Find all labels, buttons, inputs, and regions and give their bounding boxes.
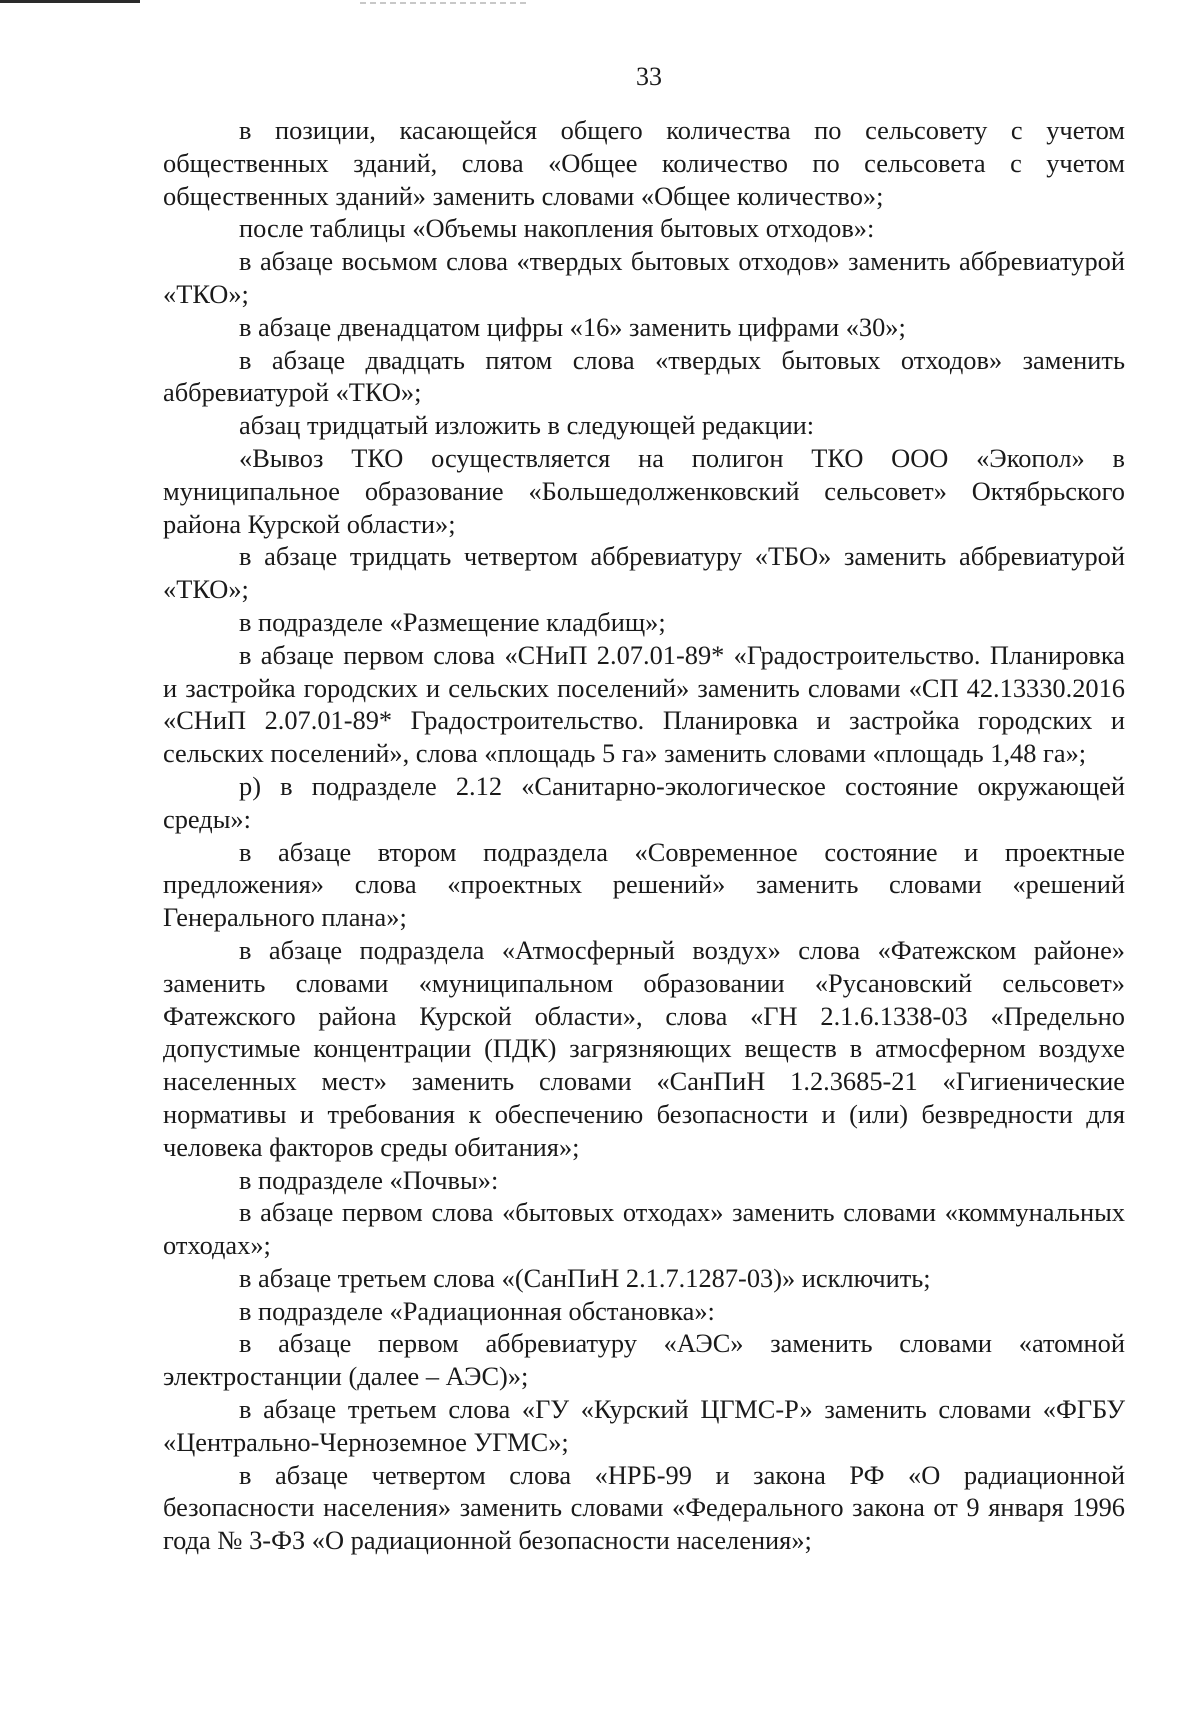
paragraph: в подразделе «Радиационная обстановка»: — [239, 1295, 715, 1326]
document-body — [163, 114, 1125, 1557]
paragraph: в абзаце первом аббревиатуру «АЭС» заменить словами «атомной электростанции (далее – АЭС)»; — [163, 1328, 1125, 1392]
paragraph: в позиции, касающейся общего количества по сельсовету с учетом общественных зданий, слова «Общее количество по сельсовета с учетом общественных зданий» заменить словами «Общее количество»; — [163, 115, 1125, 211]
document-page — [163, 62, 1125, 1557]
paragraph: в абзаце третьем слова «ГУ «Курский ЦГМС-Р» заменить словами «ФГБУ «Центрально-Черноземное УГМС»; — [163, 1394, 1125, 1457]
scan-noise-mark — [360, 2, 530, 4]
paragraph: «Вывоз ТКО осуществляется на полигон ТКО ООО «Экопол» в муниципальное образование «Большедолженковский сельсовет» Октябрьского района Курской области»; — [163, 442, 1125, 539]
paragraph: в абзаце подраздела «Атмосферный воздух» слова «Фатежском районе» заменить словами «муниципальном образовании «Русановский сельсовет» Фатежского района Курской области», слова «ГН 2.1.6.1338-03 «Предельно допустимые концентрации (ПДК) загрязняющих веществ в атмосферном воздухе населенных мест» заменить словами «СанПиН 1.2.3685-21 «Гигиенические нормативы и требования к обеспечению безопасности и (или) безвредности для человека факторов среды обитания»; — [163, 934, 1125, 1162]
paragraph: в абзаце третьем слова «(СанПиН 2.1.7.1287-03)» исключить; — [239, 1262, 931, 1293]
paragraph: в абзаце тридцать четвертом аббревиатуру «ТБО» заменить аббревиатурой «ТКО»; — [163, 541, 1125, 605]
paragraph: абзац тридцатый изложить в следующей редакции: — [239, 410, 815, 441]
paragraph: в абзаце восьмом слова «твердых бытовых отходов» заменить аббревиатурой «ТКО»; — [163, 246, 1125, 309]
paragraph: в подразделе «Размещение кладбищ»; — [239, 606, 666, 637]
paragraph: в абзаце двадцать пятом слова «твердых бытовых отходов» заменить аббревиатурой «ТКО»; — [163, 344, 1125, 408]
page-number: 33 — [636, 62, 662, 91]
paragraph: в абзаце двенадцатом цифры «16» заменить цифрами «30»; — [239, 311, 906, 342]
paragraph: в подразделе «Почвы»: — [239, 1164, 499, 1195]
paragraph: в абзаце втором подраздела «Современное состояние и проектные предложения» слова «проектных решений» заменить словами «решений Генерального плана»; — [163, 836, 1125, 933]
paragraph: в абзаце первом слова «СНиП 2.07.01-89* «Градостроительство. Планировка и застройка городских и сельских поселений» заменить словами «СП 42.13330.2016 «СНиП 2.07.01-89* Градостроительство. Планировка и застройка городских и сельских поселений», слова «площадь 5 га» заменить словами «площадь 1,48 га»; — [163, 639, 1125, 769]
paragraph: после таблицы «Объемы накопления бытовых отходов»: — [239, 213, 875, 244]
scan-edge-mark — [0, 0, 140, 3]
paragraph: р) в подразделе 2.12 «Санитарно-экологическое состояние окружающей среды»: — [163, 770, 1125, 834]
paragraph: в абзаце первом слова «бытовых отходах» заменить словами «коммунальных отходах»; — [163, 1197, 1125, 1261]
paragraph: в абзаце четвертом слова «НРБ-99 и закона РФ «О радиационной безопасности населения» заменить словами «Федерального закона от 9 января 1996 года № 3-ФЗ «О радиационной безопасности населения»; — [163, 1459, 1125, 1556]
